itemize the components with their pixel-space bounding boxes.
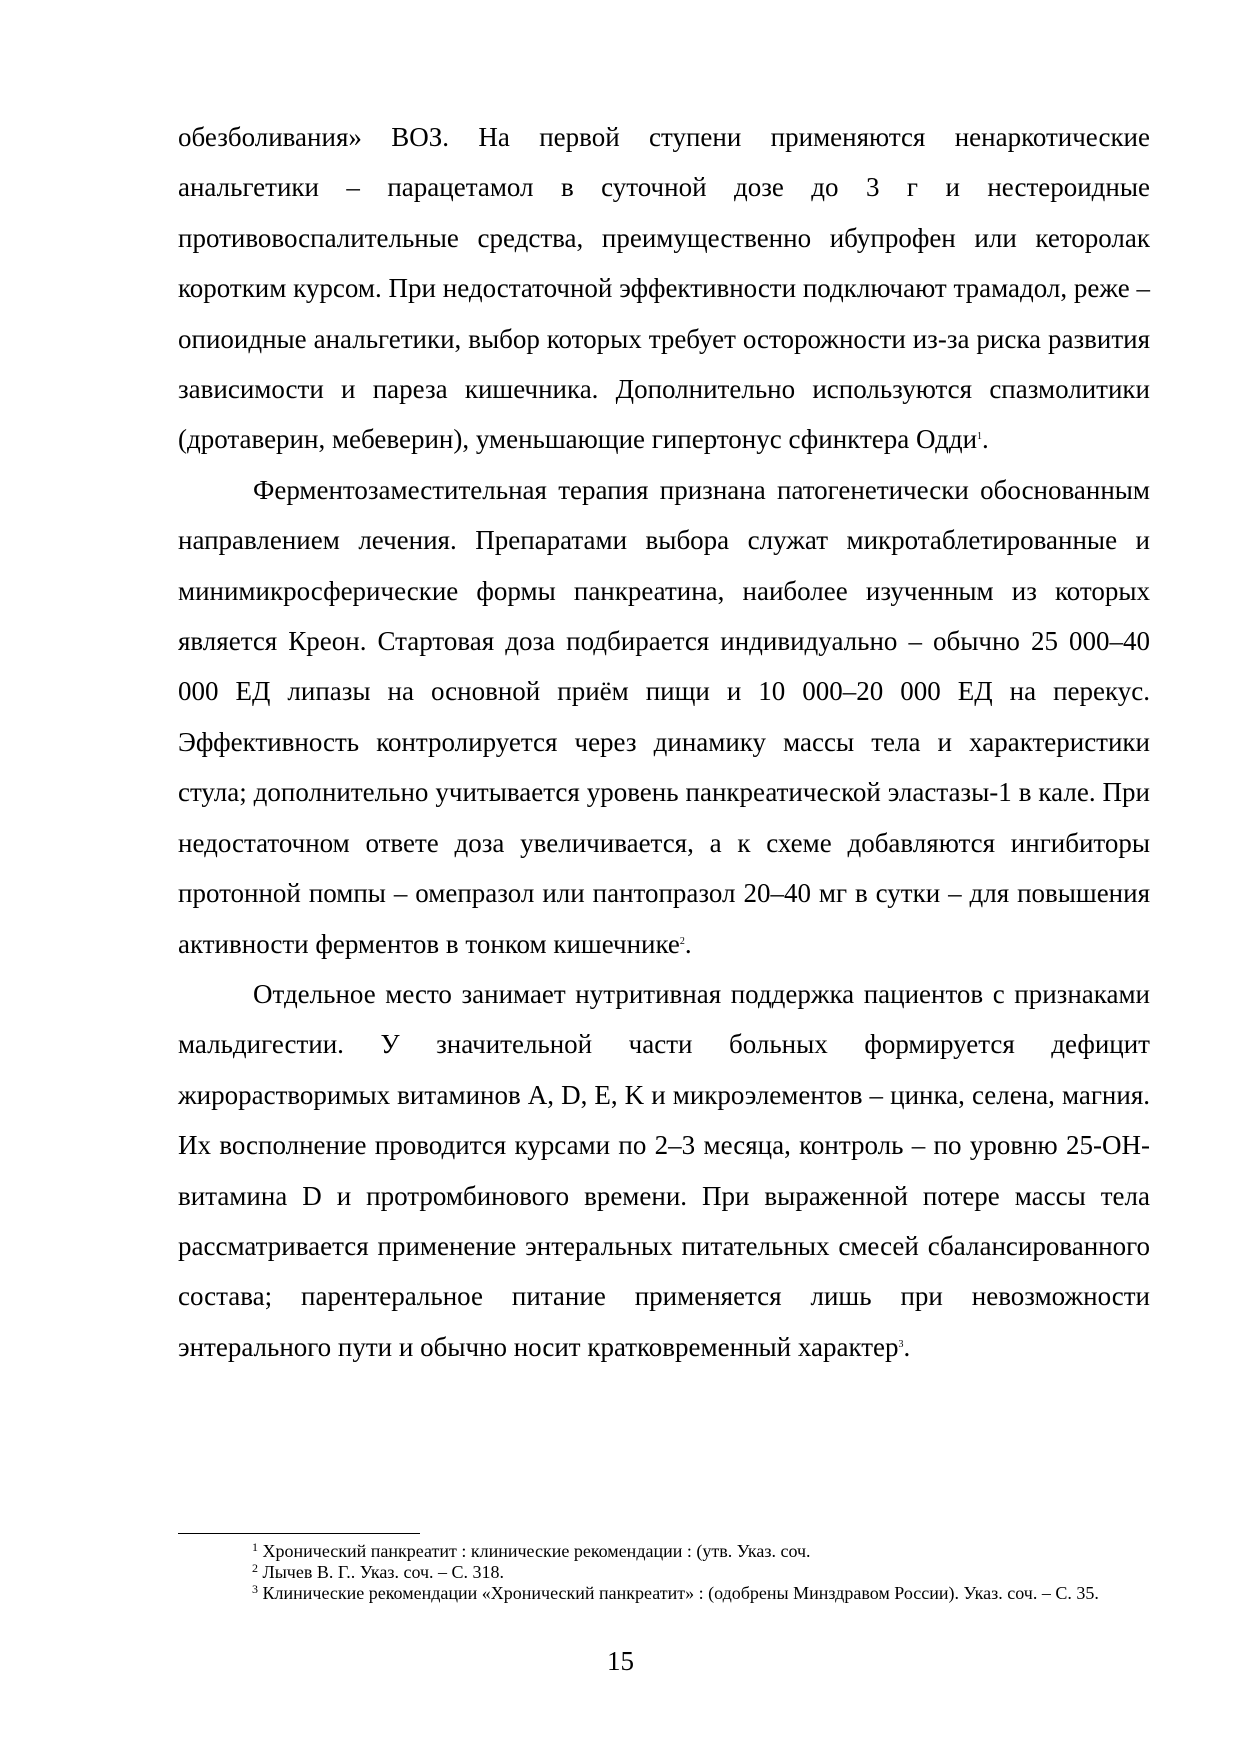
footnote-number: 1 [252,1540,258,1554]
footnote-reference-1[interactable]: 1 [977,431,983,443]
footnote-number: 3 [252,1582,258,1596]
paragraph-text: Отдельное место занимает нутритивная поддержка пациентов с признаками мальдигестии. У значительной части больных формируется дефицит жирорастворимых витаминов A, D, E, K и микроэлементов – цинка, селена, магния. Их восполнение проводится курсами по 2–3 месяца, контроль – по уровню 25-OH-витамина D и протромбинового времени. При выраженной потере массы тела рассматривается применение энтеральных питательных смесей сбалансированного состава; парентеральное питание применяется лишь при невозможности энтерального пути и обычно носит кратковременный характер [178,978,1150,1362]
paragraph-end-punctuation: . [982,424,989,455]
footnote-3 [178,1583,1150,1604]
paragraph-end-punctuation: . [903,1331,911,1362]
footnote-text: Хронический панкреатит : клинические рекомендации : (утв. Указ. соч. [258,1541,811,1561]
footnote-number: 2 [252,1561,258,1575]
footnote-reference-2[interactable]: 2 [679,935,685,947]
paragraph-text: Ферментозаместительная терапия признана патогенетически обоснованным направлением лечения. Препаратами выбора служат микротаблетированные и минимикросферические формы панкреатина, наиболее изученным из которых является Креон. Стартовая доза подбирается индивидуально – обычно 25 000–40 000 ЕД липазы на основной приём пищи и 10 000–20 000 ЕД на перекус. Эффективность контролируется через динамику массы тела и характеристики стула; дополнительно учитывается уровень панкреатической эластазы-1 в кале. При недостаточном ответе доза увеличивается, а к схеме добавляются ингибиторы протонной помпы – омепразол или пантопразол 20–40 мг в сутки – для повышения активности ферментов в тонком кишечнике [178,474,1150,959]
footnote-2 [178,1562,1150,1583]
footnote-reference-3[interactable]: 3 [898,1338,904,1350]
footnote-separator [178,1533,420,1534]
paragraph-end-punctuation: . [684,928,692,959]
paragraph-nutrition-support [178,969,1150,1372]
footnote-text: Клинические рекомендации «Хронический панкреатит» : (одобрены Минздравом России). Указ. соч. – С. 35. [258,1583,1099,1603]
page-number: 15 [607,1646,634,1676]
paragraph-text: обезболивания» ВОЗ. На первой ступени применяются ненаркотические анальгетики – парацетамол в суточной дозе до 3 г и нестероидные противовоспалительные средства, преимущественно ибупрофен или кеторолак коротким курсом. При недостаточной эффективности подключают трамадол, реже – опиоидные анальгетики, выбор которых требует осторожности из-за риска развития зависимости и пареза кишечника. Дополнительно используются спазмолитики (дротаверин, мебеверин), уменьшающие гипертонус сфинктера Одди [178,122,1150,455]
footnote-text: Лычев В. Г.. Указ. соч. – С. 318. [258,1562,505,1582]
paragraph-enzyme-therapy [178,465,1150,969]
body-text [178,112,1150,1372]
paragraph-analgesia [178,112,1150,465]
footnote-1 [178,1541,1150,1562]
footnotes [178,1541,1150,1604]
